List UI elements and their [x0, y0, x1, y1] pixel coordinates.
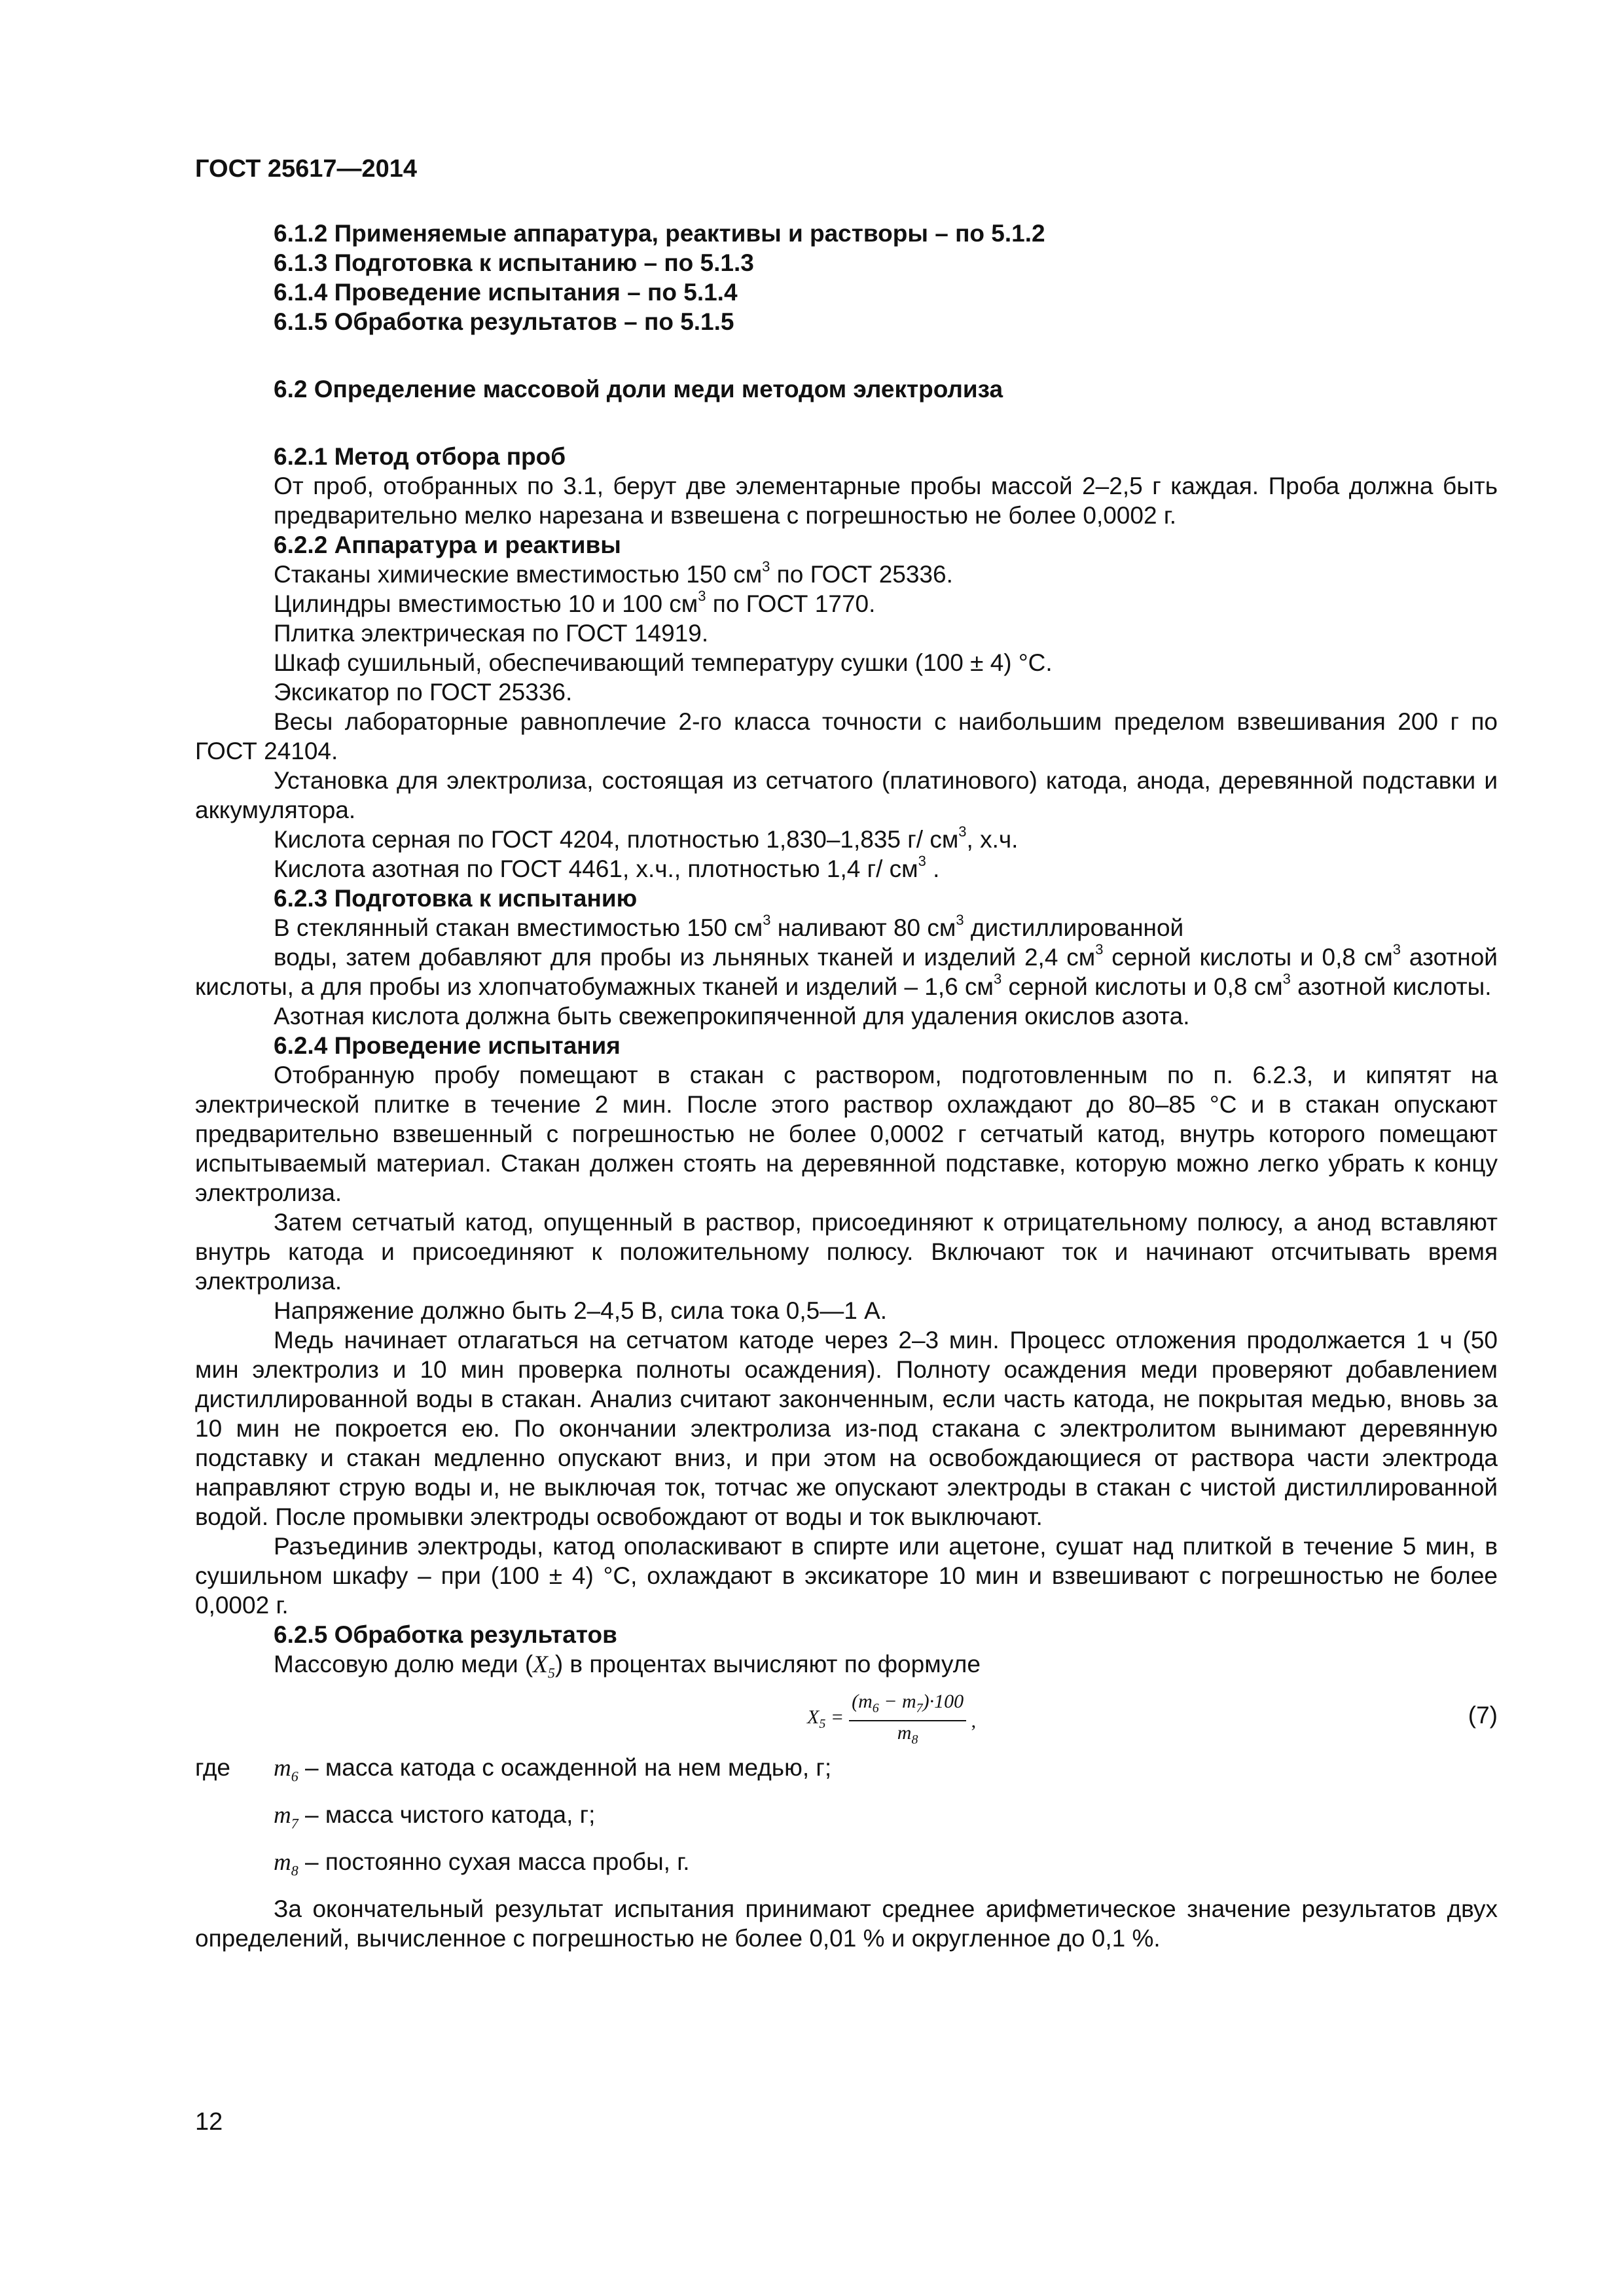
- formula-expression: $X_5$ = $\frac{(m_6 - m_7)\cdot 100}{m_8}$ ,: [807, 1691, 977, 1748]
- paragraph: Шкаф сушильный, обеспечивающий температуру сушки (100 ± 4) °С.: [274, 649, 1053, 676]
- subsection-title: 6.2.5 Обработка результатов: [274, 1621, 617, 1648]
- subsection-title: 6.2.1 Метод отбора проб: [274, 443, 566, 470]
- legend-item: где $m_6$ – масса катода с осажденной на нем медью, г;: [195, 1753, 1498, 1800]
- legend-item: $m_7$ – масса чистого катода, г;: [195, 1800, 1498, 1847]
- paragraph: Весы лабораторные равноплечие 2-го класса точности с наибольшим пределом взвешивания 200 г по ГОСТ 24104.: [195, 708, 1498, 764]
- paragraph: Массовую долю меди $(X_5)$ в процентах вычисляют по формуле: [274, 1651, 981, 1681]
- math-m8: $m_8$: [274, 1849, 298, 1879]
- paragraph: Отобранную пробу помещают в стакан с раствором, подготовленным по п. 6.2.3, и кипятят на электрической плитке в течение 2 мин. После этого раствор охлаждают до 80–85 °С и в стакан опускают предварительно взвешенный с погрешностью не более 0,0002 г сетчатый катод, внутрь которого помещают испытываемый материал. Стакан должен стоять на деревянной подставке, которую можно легко убрать к концу электролиза.: [195, 1062, 1498, 1206]
- legend-item: $m_8$ – постоянно сухая масса пробы, г.: [195, 1847, 1498, 1894]
- paragraph: Плитка электрическая по ГОСТ 14919.: [274, 620, 709, 647]
- paragraph: Кислота серная по ГОСТ 4204, плотностью 1,830–1,835 г/ $см^3$, х.ч.: [274, 823, 1019, 853]
- paragraph: Затем сетчатый катод, опущенный в раствор, присоединяют к отрицательному полюсу, а анод вставляют внутрь катода и присоединяют к положительному полюсу. Включают ток и начинают отсчитывать время электролиза.: [195, 1209, 1498, 1295]
- toc-item: 6.1.4 Проведение испытания – по 5.1.4: [274, 279, 738, 306]
- section-title: 6.2 Определение массовой доли меди методом электролиза: [274, 376, 1003, 403]
- subsection-title: 6.2.4 Проведение испытания: [274, 1032, 621, 1059]
- paragraph: В стеклянный стакан вместимостью 150 $см^3$ наливают 80 $см^3$ дистиллированной: [274, 911, 1184, 941]
- paragraph: Стаканы химические вместимостью 150 $см^3$ по ГОСТ 25336.: [274, 558, 953, 588]
- subsection-title: 6.2.2 Аппаратура и реактивы: [274, 531, 621, 558]
- toc-item: 6.1.2 Применяемые аппаратура, реактивы и растворы – по 5.1.2: [274, 220, 1045, 247]
- page-number: 12: [195, 2108, 223, 2136]
- math-m6: $m_6$: [274, 1755, 298, 1785]
- paragraph: воды, затем добавляют для пробы из льняных тканей и изделий 2,4 $см^3$ серной кислоты и 0,8 $см^3$ азотной кислоты, а для пробы из хлопчатобумажных тканей и изделий – 1,6 $см^3$ серной кислоты и 0,8 $см^3$ азотной кислоты.: [195, 941, 1498, 1000]
- paragraph: Напряжение должно быть 2–4,5 В, сила тока 0,5—1 А.: [274, 1297, 888, 1324]
- formula-7: [195, 1687, 1498, 1753]
- document-header: ГОСТ 25617—2014: [195, 155, 418, 183]
- formula-number: (7): [1468, 1702, 1498, 1729]
- paragraph: Установка для электролиза, состоящая из сетчатого (платинового) катода, анода, деревянной подставки и аккумулятора.: [195, 767, 1498, 823]
- paragraph: Медь начинает отлагаться на сетчатом катоде через 2–3 мин. Процесс отложения продолжается 1 ч (50 мин электролиз и 10 мин проверка полноты осаждения). Полноту осаждения меди проверяют добавлением дистиллированной воды в стакан. Анализ считают законченным, если часть катода, не покрытая медью, вновь за 10 мин не покроется ею. По окончании электролиза из-под стакана с электролитом вынимают деревянную подставку и стакан медленно опускают вниз, и при этом на освобождающиеся от раствора части электрода направляют струю воды и, не выключая ток, тотчас же опускают электроды в стакан с чистой дистиллированной водой. После промывки электроды освобождают от воды и ток выключают.: [195, 1327, 1498, 1530]
- paragraph: Цилиндры вместимостью 10 и 100 $см^3$ по ГОСТ 1770.: [274, 587, 876, 617]
- paragraph: За окончательный результат испытания принимают среднее арифметическое значение результатов двух определений, вычисленное с погрешностью не более 0,01 % и округленное до 0,1 %.: [195, 1895, 1498, 1952]
- paragraph: Эксикатор по ГОСТ 25336.: [274, 679, 573, 706]
- paragraph: От проб, отобранных по 3.1, берут две элементарные пробы массой 2–2,5 г каждая. Проба должна быть предварительно мелко нарезана и взвешена с погрешностью не более 0,0002 г.: [274, 473, 1498, 529]
- subsection-title: 6.2.3 Подготовка к испытанию: [274, 885, 638, 912]
- toc-item: 6.1.5 Обработка результатов – по 5.1.5: [274, 308, 734, 335]
- math-x5: $X_5$: [533, 1651, 555, 1681]
- paragraph: Разъединив электроды, катод ополаскивают в спирте или ацетоне, сушат над плиткой в течение 5 мин, в сушильном шкафу – при (100 ± 4) °С, охлаждают в эксикаторе 10 мин и взвешивают с погрешностью не более 0,0002 г.: [195, 1533, 1498, 1619]
- math-m7: $m_7$: [274, 1802, 298, 1832]
- paragraph: Азотная кислота должна быть свежепрокипяченной для удаления окислов азота.: [274, 1003, 1190, 1030]
- toc-item: 6.1.3 Подготовка к испытанию – по 5.1.3: [274, 249, 754, 276]
- toc-list: [195, 219, 1498, 336]
- document-body: [195, 219, 1498, 1953]
- paragraph: Кислота азотная по ГОСТ 4461, х.ч., плотностью 1,4 г/ $см^3$ .: [274, 852, 940, 882]
